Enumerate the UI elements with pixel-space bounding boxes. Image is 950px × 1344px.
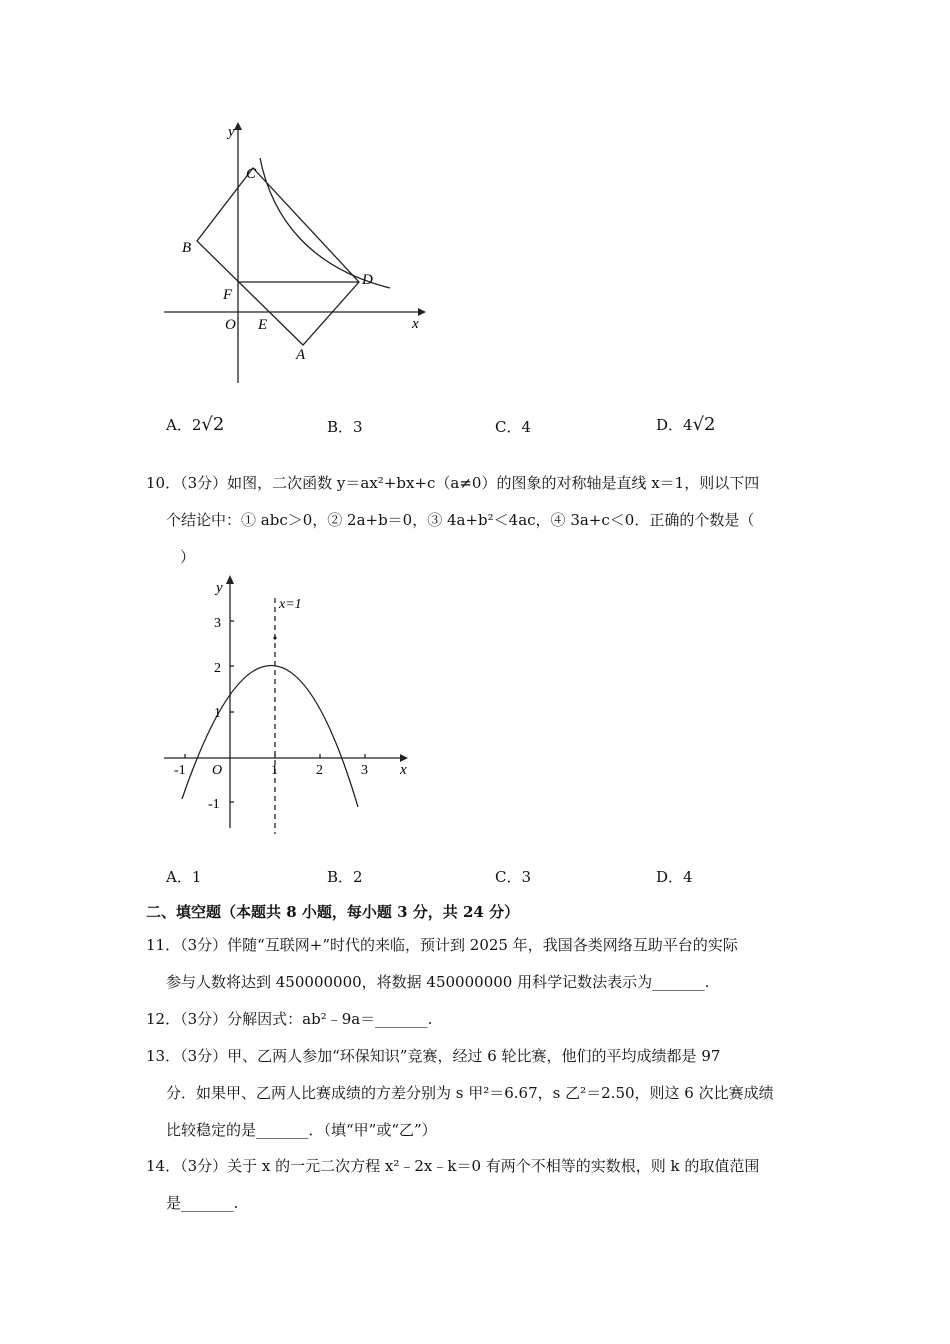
q9-option-d: D．4√2 [656, 414, 716, 435]
y-tick-label: -1 [208, 797, 220, 812]
y-tick-label: 3 [214, 616, 221, 631]
hyperbola-curve [260, 158, 390, 288]
x-arrow [400, 754, 408, 762]
y-tick-label: 2 [214, 661, 221, 676]
label-x: x [412, 316, 419, 332]
q10-option-b: B．2 [327, 868, 363, 886]
q9-option-c: C．4 [495, 418, 532, 436]
label-C: C [246, 166, 257, 182]
label-E: E [258, 317, 268, 333]
figure-q9 [150, 118, 440, 390]
label-F: F [223, 287, 233, 303]
q10-option-d: D．4 [656, 868, 693, 886]
square-ABCD [197, 168, 359, 345]
q13-line-1: 13．（3分）甲、乙两人参加“环保知识”竞赛，经过 6 轮比赛，他们的平均成绩都是 97 [146, 1047, 721, 1065]
section-title: 二、填空题（本题共 8 小题，每小题 3 分，共 24 分） [146, 903, 520, 921]
q10-option-c: C．3 [495, 868, 532, 886]
q12-line: 12．（3分）分解因式：ab²﹣9a＝_______. [146, 1010, 433, 1028]
label-y: y [228, 124, 235, 140]
label-axis-line: x=1 [279, 597, 302, 612]
x-tick-label: -1 [174, 763, 186, 778]
q9-option-a: A．2√2 [166, 414, 225, 435]
label-y: y [216, 580, 223, 596]
q10-line-3: ） [180, 548, 196, 566]
q10-line-1: 10．（3分）如图，二次函数 y＝ax²+bx+c（a≠0）的图象的对称轴是直线 x＝1，则以下四 [146, 474, 760, 492]
x-tick-label: 1 [271, 763, 278, 778]
label-origin: O [212, 763, 223, 778]
figure-q10 [150, 572, 420, 834]
q14-line-1: 14．（3分）关于 x 的一元二次方程 x²﹣2x﹣k＝0 有两个不相等的实数根，则 k 的取值范围 [146, 1157, 760, 1175]
y-tick-label: 1 [214, 706, 221, 721]
q11-line-2: 参与人数将达到 450000000，将数据 450000000 用科学记数法表示为_______. [166, 973, 710, 991]
label-B: B [182, 240, 192, 256]
q14-line-2: 是_______. [166, 1194, 239, 1212]
y-arrow [234, 122, 242, 130]
vertex-point [273, 636, 276, 639]
x-tick-label: 3 [361, 763, 368, 778]
parabola-curve [182, 665, 358, 807]
x-arrow [418, 308, 426, 316]
q10-option-a: A．1 [166, 868, 202, 886]
q10-line-2: 个结论中：① abc＞0，② 2a+b＝0，③ 4a+b²＜4ac，④ 3a+c＜0．正确的个数是（ [166, 511, 755, 529]
q13-line-2: 分．如果甲、乙两人比赛成绩的方差分别为 s 甲²＝6.67，s 乙²＝2.50，则这 6 次比赛成绩 [166, 1084, 774, 1102]
y-arrow [226, 575, 234, 584]
x-tick-label: 2 [316, 763, 323, 778]
label-D: D [362, 272, 373, 288]
label-O: O [225, 317, 236, 333]
label-A: A [296, 347, 306, 363]
q9-option-b: B．3 [327, 418, 363, 436]
label-x: x [400, 762, 407, 778]
q11-line-1: 11．（3分）伴随“互联网+”时代的来临，预计到 2025 年，我国各类网络互助平台的实际 [146, 936, 738, 954]
q13-line-3: 比较稳定的是_______．（填“甲”或“乙”） [166, 1121, 437, 1139]
